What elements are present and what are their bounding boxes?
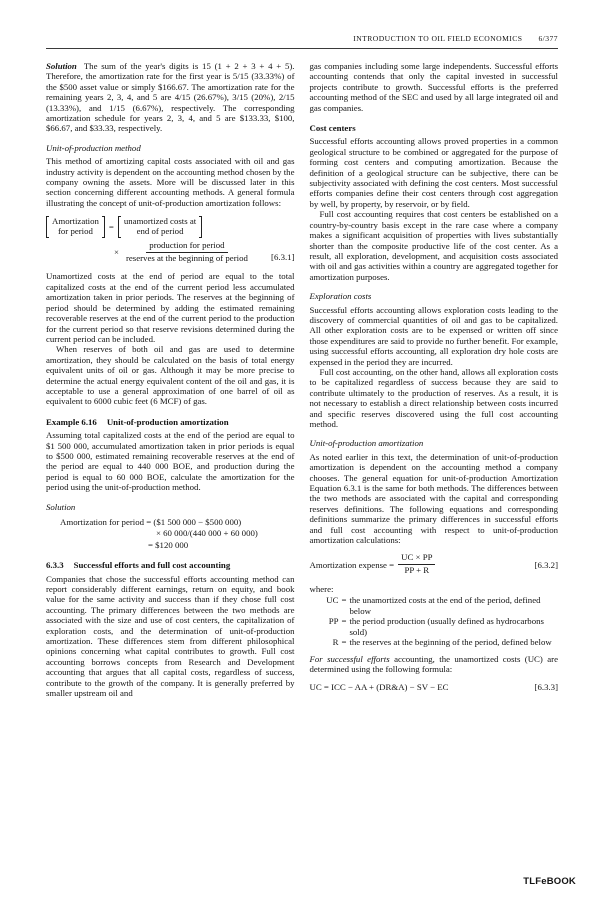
exploration-paragraph-1: Successful efforts accounting allows exploration costs leading to the discovery of commercial quantities of oil and gas to be capitalized. All other exploration costs are to be expensed or written off since those expenditures are said to provide no further benefit. For example, using successful efforts accounting, all exploration dry hole costs are expensed in the period they are incurred. — [309, 304, 558, 367]
equation-6-3-1-row1 — [46, 216, 295, 238]
lhs-bracket — [46, 216, 105, 238]
italic-lead: For successful efforts — [309, 653, 390, 664]
reserves-paragraph: When reserves of both oil and gas are used to determine amortization, they should be calculated on the basis of total energy equivalent units of oil or gas. Although it may be more precise to determine the actual energy equivalent content of the oil and gas, it is acceptable to use a general approximation of one barrel of oil as equivalent to 6000 cubic feet (6 MCF) of gas. — [46, 344, 295, 407]
example-paragraph: Assuming total capitalized costs at the end of the period are equal to $1 500 000, accumulated amortization taken in prior periods is equal to $500 000, estimated remaining recoverable reserves at the end of the period are equal to 440 000 BOE, and production during the period is equal to 60 000 BOE, calculate the amortization for the period using the unit-of-production method. — [46, 430, 295, 493]
left-column — [46, 61, 295, 701]
cost-centers-paragraph-2: Full cost accounting requires that cost centers be established on a country-by-country basis except in the rare case where a company makes a significant acquisition of properties with lives substantially shorter than the composite productive life of the cost center. As a result, all exploration, development, and acquisition costs associated with oil and gas activities within a country are aggregated together for amortization purposes. — [309, 209, 558, 282]
solution-paragraph-1 — [46, 61, 295, 134]
intro-rest: accounting, the unamortized costs (UC) are determined using the following formula: — [309, 653, 558, 674]
fraction-numerator: production for period — [146, 241, 227, 253]
running-head: INTRODUCTION TO OIL FIELD ECONOMICS — [353, 34, 523, 43]
definition-text: the period production (usually defined as hydrocarbons sold) — [349, 616, 544, 637]
fraction-denominator: reserves at the beginning of period — [125, 252, 248, 263]
fraction — [123, 241, 251, 264]
fraction-denominator: PP + R — [404, 565, 430, 576]
successful-efforts-formula-intro — [310, 654, 559, 675]
definition-text: the reserves at the beginning of the period, defined below — [349, 637, 552, 648]
eq631-lhs-line2: for period — [57, 226, 93, 237]
two-column-layout — [46, 61, 558, 701]
calc-line-1: Amortization for period = ($1 500 000 − $500 000) — [60, 517, 242, 527]
definition-term: UC — [326, 595, 339, 606]
definition-term: R — [332, 637, 339, 648]
heading-cost-centers: Cost centers — [309, 123, 356, 134]
equation-6-3-3 — [310, 682, 559, 692]
heading-solution: Solution — [46, 501, 76, 512]
heading-section-6-3-3 — [46, 560, 295, 570]
definition-text: the unamortized costs at the end of the period, defined below — [349, 595, 541, 616]
section-number: 6.3.3 — [46, 560, 64, 571]
example-label: Example 6.16 — [46, 416, 97, 427]
equals-sign: = — [341, 616, 347, 627]
equation-number: [6.3.3] — [534, 682, 558, 693]
uop-amortization-paragraph: As noted earlier in this text, the determination of unit-of-production amortization is dependent on the accounting method a company chooses. The general equation for unit-of-production Amortization Equation 6.3.1 is the same for both methods. The differences between the two methods are associated with the capital and corresponding reserves definitions. The following equations and corresponding definitions summarize the primary differences in successful efforts and full cost accounting with respect to unit-of-production amortization calculations: — [309, 451, 558, 546]
definitions-list — [324, 595, 559, 647]
heading-unit-of-production-method: Unit-of-production method — [46, 142, 141, 153]
section-title: Successful efforts and full cost accounting — [73, 560, 231, 571]
example-title: Unit-of-production amortization — [106, 416, 229, 427]
page-header — [46, 34, 558, 49]
definition-row — [324, 595, 559, 616]
successful-efforts-paragraph: Companies that chose the successful efforts accounting method can report considerably different earnings, return on equity, and book value for the same activity and success than if they chose full cost accounting. The primary differences between the two methods are associated with the size and use of cost centers, the capitalization of exploration costs, and the determination of unit-of-production amortization. These differences stem from different philosophical opinions concerning what capital contributes to growth. Full cost accounting borrows concepts from Research and Development accounting that argues that all capital costs, regardless of success, contribute to the growth of the company. It is generally preferred by smaller upstream oil and — [46, 573, 295, 699]
calc-line-2: × 60 000/(440 000 + 60 000) — [156, 528, 258, 539]
equation-number: [6.3.2] — [534, 559, 558, 570]
eq631-rhs-line2: end of period — [136, 226, 184, 237]
page-number: 6/377 — [538, 34, 558, 43]
eq632-lhs: Amortization expense = — [309, 559, 395, 570]
fraction — [398, 553, 435, 576]
equation-number: [6.3.1] — [271, 252, 295, 263]
equals-sign: = — [341, 637, 347, 648]
heading-example-6-16 — [46, 417, 295, 427]
solution-label: Solution — [46, 61, 77, 71]
definition-term: PP — [328, 616, 339, 627]
equation-6-3-1 — [46, 216, 295, 263]
definition-row — [324, 637, 559, 647]
equation-6-3-1-row2 — [110, 241, 295, 264]
right-column — [310, 61, 559, 701]
cost-centers-paragraph-1: Successful efforts accounting allows proved properties in a common geological structure to be combined or aggregated for the purpose of forming cost centers and computing amortization. Because the definition of a geological structure can be subjective, there can be subjectivity associated with defining the cost centers. Most successful efforts companies define their cost centers through cost aggregation by well, by property, by reservoir, or by field. — [309, 136, 558, 209]
where-label: where: — [309, 584, 334, 595]
rhs-bracket — [118, 216, 202, 238]
uop-method-paragraph: This method of amortizing capital costs associated with oil and gas industry activity is dependent on the accounting method chosen by the company owning the assets. More will be discussed later in this section concerning different accounting methods. A general formula illustrating the concept of unit-of-production amortization follows: — [46, 156, 295, 208]
example-calculation — [46, 517, 295, 550]
solution-text: The sum of the year's digits is 15 (1 + 2 + 3 + 4 + 5). Therefore, the amortization rate for the first year is 5/15 (33.33%) of the $500 asset value or simply $166.67. The amortization rate for the remaining years 2, 3, 4, and 5 are 4/15 (26.67%), 3/15 (20%), 2/15 (13.33%), and 1/15 (6.67%), respectively. The corresponding amortization schedule for years 2, 3, 4, and 5 are $133.33, $100, $66.67, and $33.33, respectively. — [46, 61, 295, 134]
equals-sign: = — [108, 221, 114, 232]
equals-sign: = — [341, 595, 347, 606]
definition-row — [324, 616, 559, 637]
times-sign: × — [114, 246, 119, 257]
fraction-numerator: UC × PP — [398, 553, 435, 565]
equation-6-3-2 — [310, 553, 559, 576]
right-bracket-glyph — [199, 216, 202, 238]
calc-line-3: = $120 000 — [148, 539, 189, 550]
heading-uop-amortization: Unit-of-production amortization — [309, 438, 424, 449]
tlfebook-watermark: TLFeBOOK — [523, 876, 576, 887]
eq631-rhs-line1: unamortized costs at — [123, 216, 197, 227]
unamortized-costs-paragraph: Unamortized costs at the end of period are equal to the total capitalized costs at the end of the current period less accumulated amortization taken in prior periods. The reserves at the beginning of period should be determined by adding the estimated remaining recoverable reserves at the end of the current period to the production for the current period so that reserve revisions determined during the current period can be included. — [46, 271, 295, 344]
exploration-paragraph-2: Full cost accounting, on the other hand, allows all exploration costs to be capitalized regardless of success because they are said to contribute ultimately to the production of reserves. As a result, it is not necessary to establish a direct relationship between costs incurred and specific reserves discovered using the full cost accounting method. — [309, 366, 558, 429]
eq631-lhs-line1: Amortization — [52, 216, 99, 227]
heading-exploration-costs: Exploration costs — [309, 291, 372, 302]
eq633-formula: UC = ICC − AA + (DR&A) − SV − EC — [309, 682, 449, 693]
continuation-paragraph: gas companies including some large independents. Successful efforts accounting contends that only the capital invested in successful projects contribute to growth. Successful efforts is the preferred accounting method of the SEC and used by all large integrated oil and gas companies. — [309, 61, 558, 113]
